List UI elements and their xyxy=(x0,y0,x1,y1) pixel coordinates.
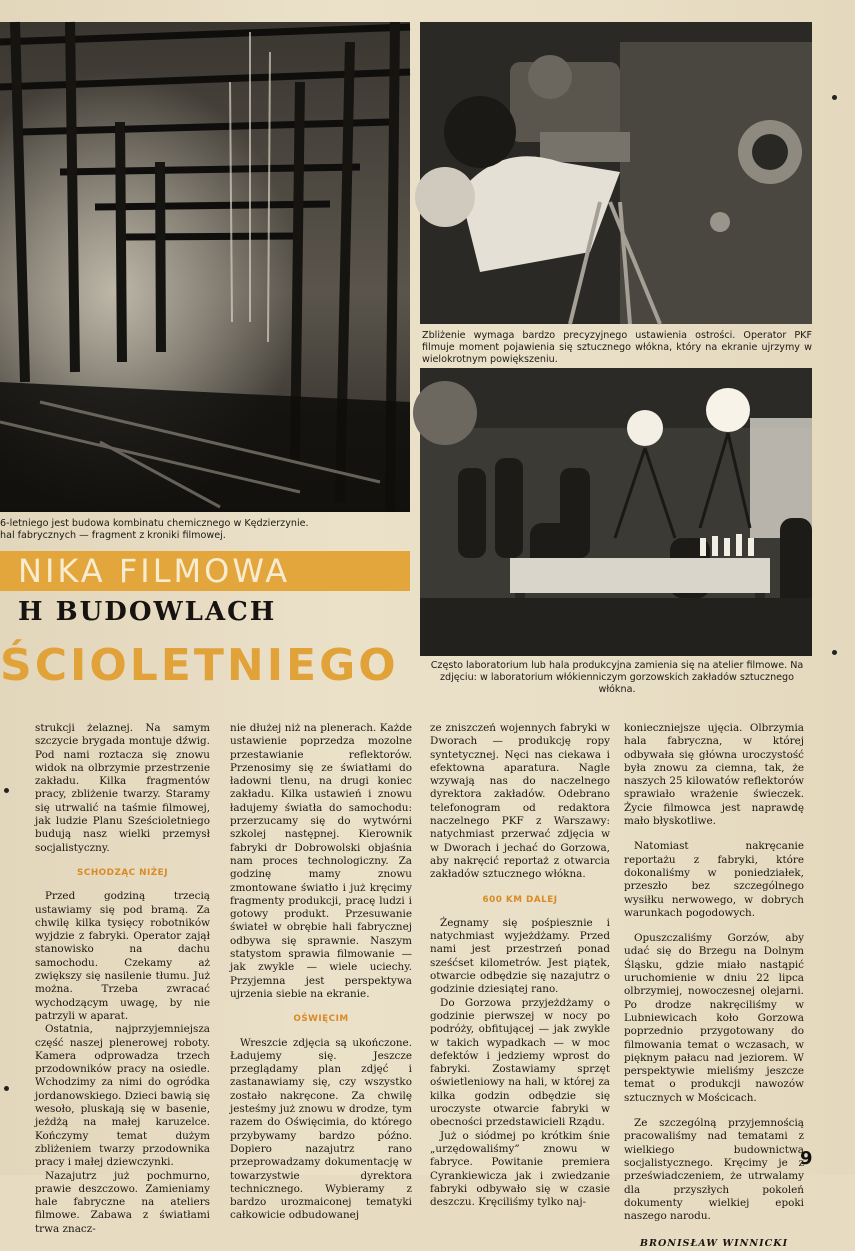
laboratory-photo xyxy=(420,368,812,656)
steel-frame-image xyxy=(0,22,410,512)
article-paragraph: Natomiast nakręcanie reportażu z fabryki, które dokonaliśmy w poniedziałek, przeszło bez szczególnego wysiłku nerwowego, w dobrych warunkach pogodowych. xyxy=(624,840,804,919)
headline-line3: ŚCIOLETNIEGO xyxy=(0,640,399,691)
article-paragraph: Już o siódmej po krótkim śnie „urzędowaliśmy” znowu w fabryce. Powitanie premiera Cyrankiewicza jak i zwiedzanie fabryki odbywało się w czasie deszczu. Kręciliśmy tylko naj- xyxy=(430,1129,610,1209)
page-number: 9 xyxy=(800,1148,813,1169)
margin-dot xyxy=(4,788,9,793)
section-subheading: SCHODZĄC NIŻEJ xyxy=(77,867,168,878)
headline-band xyxy=(0,551,410,591)
section-subheading: 600 KM DALEJ xyxy=(482,894,558,905)
camera-operator-image xyxy=(420,22,812,324)
article-paragraph: Nazajutrz już pochmurno, prawie deszczowo. Zamieniamy hale fabryczne na ateliers filmowe. Zabawa z światłami trwa znacz- xyxy=(35,1169,210,1235)
laboratory-film-set-image xyxy=(420,368,812,656)
headline-line2: H BUDOWLACH xyxy=(18,597,277,627)
article-column-3 xyxy=(430,722,610,1209)
cameraman-photo xyxy=(420,22,812,324)
margin-dot xyxy=(4,1086,9,1091)
photo3-caption: Często laboratorium lub hala produkcyjna zamienia się na atelier filmowe. Na zdjęciu: w laboratorium włókienniczym gorzowskich zakładów sztucznego włókna. xyxy=(430,660,804,695)
article-paragraph: Do Gorzowa przyjeżdżamy o godzinie pierwszej w nocy po podróży, obfitującej — jak zwykle w takich wypadkach — w moc defektów i jedziemy wprost do fabryki. Zostawiamy sprzęt oświetleniowy na hali, w której za kilka godzin odbędzie się uroczyste otwarcie fabryki w obecności przedstawicieli Rządu. xyxy=(430,996,610,1129)
construction-photo xyxy=(0,22,410,512)
section-subheading: OŚWIĘCIM xyxy=(293,1014,349,1025)
article-paragraph: nie dłużej niż na plenerach. Każde ustawienie poprzedza mozolne przestawianie reflektorów. Przenosimy się ze światłami do ładowni tlenu, na drugi koniec zakładu. Kilka ustawień i znowu ładujemy światła do samochodu: przerzucamy się do wytwórni szkolej następnej. Kierownik fabryki dr Dobrowolski objaśnia nam proces technologiczny. Za godzinę mamy znowu zmontowane światło i już kręcimy fragmenty produkcji, pracę ludzi i gotowy produkt. Przesuwanie świateł w obrębie hali fabrycznej odbywa się sprawnie. Naszym statystom sprawia filmowanie — jak zwykle — wiele uciechy. Przyjemna jest perspektywa ujrzenia siebie na ekranie. xyxy=(230,722,412,1000)
article-paragraph: Przed godziną trzecią ustawiamy się pod bramą. Za chwilę kilka tysięcy robotników wyjdzie z fabryki. Operator zajął stanowisko na dachu samochodu. Czekamy aż zwiększy się nasilenie tłumu. Już można. Trzeba zwracać wychodzącym uwagę, by nie patrzyli w aparat. xyxy=(35,890,210,1022)
margin-dot xyxy=(832,95,837,100)
headline-line1: NIKA FILMOWA xyxy=(18,552,291,590)
article-paragraph: konieczniejsze ujęcia. Olbrzymia hala fabryczna, w której odbywała się główna uroczystość była znowu za ciemna, tak, że naszych 25 kilowatów reflektorów sprawiało wrażenie świeczek. Życie filmowca jest naprawdę mało błyskotliwe. xyxy=(624,722,804,828)
article-column-2 xyxy=(230,722,412,1223)
article-paragraph: Ze szczególną przyjemnością pracowaliśmy nad tematami z wielkiego budownictwa socjalistycznego. Kręcimy je z przeświadczeniem, że utrwalamy dla przyszłych pokoleń dokumenty wielkiej epoki naszego narodu. xyxy=(624,1117,804,1223)
article-column-1 xyxy=(35,722,210,1236)
article-paragraph: Ostatnia, najprzyjemniejsza część naszej plenerowej roboty. Kamera odprowadza trzech przodowników pracy na osiedle. Wchodzimy za nimi do ogródka jordanowskiego. Dzieci bawią się wesoło, pluskają się w basenie, jeżdżą na małej karuzelce. Kończymy temat dużym zbliżeniem twarzy przodownika pracy i małej dziewczynki. xyxy=(35,1023,210,1169)
author-signature: BRONISŁAW WINNICKI xyxy=(639,1238,789,1250)
article-paragraph: Opuszczaliśmy Gorzów, aby udać się do Brzegu na Dolnym Śląsku, gdzie miało nastąpić uruchomienie w dniu 22 lipca olbrzymiej, nowoczesnej olejarni. Po drodze nakręciliśmy w Lubniewicach koło Gorzowa poprzednio przygotowany do filmowania temat o wczasach, w pięknym pałacu nad jeziorem. W perspektywie mieliśmy jeszcze temat o produkcji nawozów sztucznych w Mościcach. xyxy=(624,932,804,1104)
photo1-caption: 6-letniego jest budowa kombinatu chemicznego w Kędzierzynie. hal fabrycznych — fragment z kroniki filmowej. xyxy=(0,518,309,541)
article-column-4 xyxy=(624,722,804,1251)
article-paragraph: Żegnamy się pośpiesznie i natychmiast wyjeżdżamy. Przed nami jest przestrzeń ponad sześćset kilometrów. Jest piątek, otwarcie odbędzie się nazajutrz o godzinie dziesiątej rano. xyxy=(430,916,610,996)
article-paragraph: ze zniszczeń wojennych fabryki w Dworach — produkcję ropy syntetycznej. Nęci nas ciekawa i efektowna aparatura. Nagle wzywają nas do naczelnego dyrektora zakładów. Odebrano telefonogram od redaktora naczelnego PKF z Warszawy: natychmiast przerwać zdjęcia w w Dworach i jechać do Gorzowa, aby nakręcić reportaż z otwarcia zakładów sztucznego włókna. xyxy=(430,722,610,881)
photo2-caption: Zbliżenie wymaga bardzo precyzyjnego ustawienia ostrości. Operator PKF filmuje moment pojawienia się sztucznego włókna, który na ekranie ujrzymy w wielokrotnym powiększeniu. xyxy=(422,330,812,365)
article-paragraph: Wreszcie zdjęcia są ukończone. Ładujemy się. Jeszcze przeglądamy plan zdjęć i zastanawiamy się, czy wszystko zostało nakręcone. Za chwilę jesteśmy już znowu w drodze, tym razem do Oświęcimia, do którego przybywamy bardzo późno. Dopiero nazajutrz rano przeprowadzamy dokumentację w towarzystwie dyrektora technicznego. Wybieramy z bardzo urozmaiconej tematyki całkowicie odbudowanej xyxy=(230,1036,412,1222)
article-paragraph: strukcji żelaznej. Na samym szczycie brygada montuje dźwig. Pod nami roztacza się znowu widok na olbrzymie przestrzenie zakładu. Kilka fragmentów pracy, zbliżenie twarzy. Staramy się utrwalić na taśmie filmowej, jak ludzie Planu Sześcioletniego budują nasz wielki przemysł socjalistyczny. xyxy=(35,722,210,854)
margin-dot xyxy=(832,650,837,655)
